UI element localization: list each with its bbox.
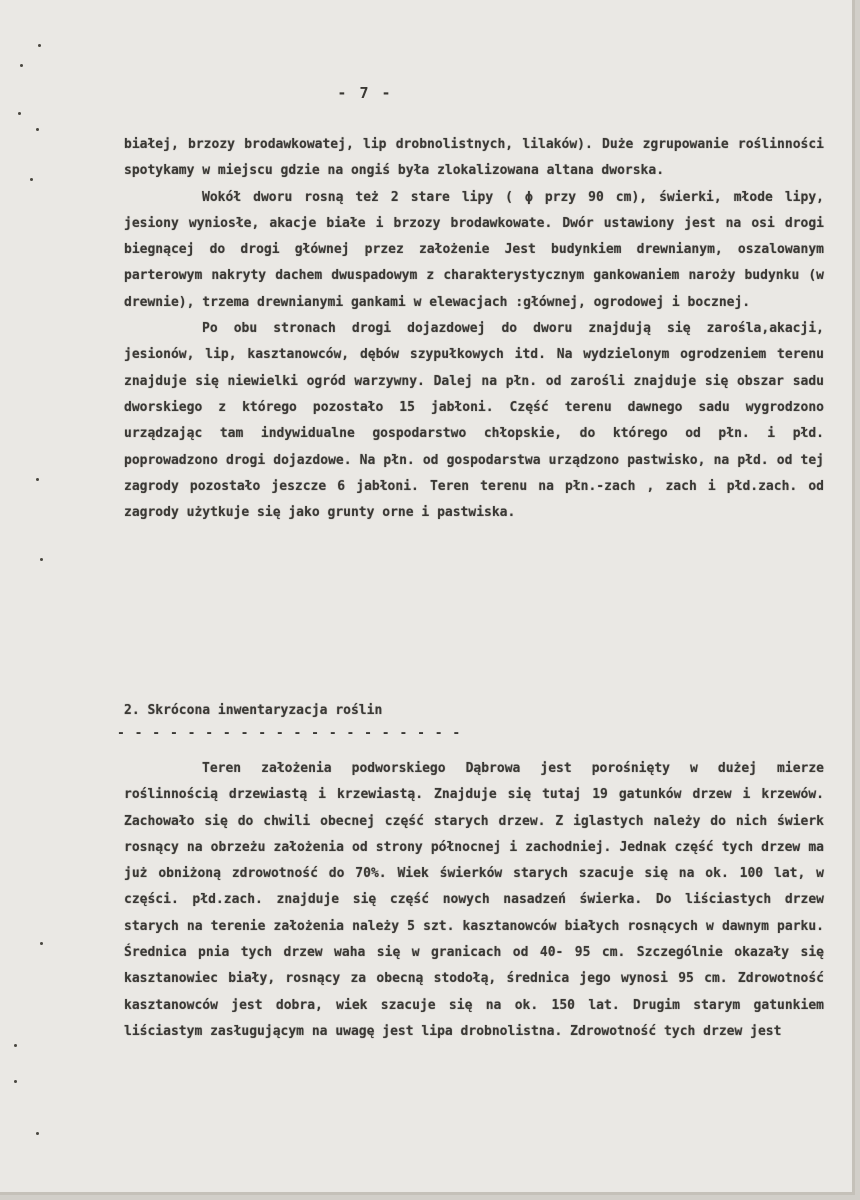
punch-hole-mark [38, 44, 41, 47]
punch-hole-mark [36, 1132, 39, 1135]
page-number: - 7 - [337, 84, 393, 102]
section-heading: 2. Skrócona inwentaryzacja roślin [124, 703, 383, 718]
body-text-bottom [124, 756, 824, 1045]
punch-hole-mark [40, 942, 43, 945]
section-heading-underline: - - - - - - - - - - - - - - - - - - - - [117, 726, 462, 741]
punch-hole-mark [36, 478, 39, 481]
punch-hole-mark [30, 178, 33, 181]
punch-hole-mark [20, 64, 23, 67]
body-text-top [124, 132, 824, 526]
paragraph: Wokół dworu rosną też 2 stare lipy ( ϕ przy 90 cm), świerki, młode lipy, jesiony wyniosłe, akacje białe i brzozy brodawkowate. Dwór ustawiony jest na osi drogi biegnącej do drogi głównej przez założenie Jest budynkiem drewnianym, oszalowanym parterowym nakryty dachem dwuspadowym z charakterystycznym gankowaniem naroży budynku (w drewnie), trzema drewnianymi gankami w elewacjach :głównej, ogrodowej i bocznej. [124, 189, 824, 310]
punch-hole-mark [14, 1080, 17, 1083]
paragraph: Teren założenia podworskiego Dąbrowa jest porośnięty w dużej mierze roślinnością drzewiastą i krzewiastą. Znajduje się tutaj 19 gatunków drzew i krzewów. Zachowało się do chwili obecnej część starych drzew. Z iglastych należy do nich świerk rosnący na obrzeżu założenia od strony północnej i zachodniej. Jednak część tych drzew ma już obniżoną zdrowotność do 70%. Wiek świerków starych szacuje się na ok. 100 lat, w części. płd.zach. znajduje się część nowych nasadzeń świerka. Do liściastych drzew starych na terenie założenia należy 5 szt. kasztanowców białych rosnących w dawnym parku. Średnica pnia tych drzew waha się w granicach od 40- 95 cm. Szczególnie okazały się kasztanowiec biały, rosnący za obecną stodołą, średnica jego wynosi 95 cm. Zdrowotność kasztanowców jest dobra, wiek szacuje się na ok. 150 lat. Drugim starym gatunkiem liściastym zasługującym na uwagę jest lipa drobnolistna. Zdrowotność tych drzew jest [124, 761, 824, 1039]
paragraph: Po obu stronach drogi dojazdowej do dworu znajdują się zarośla,akacji, jesionów, lip, kasztanowców, dębów szypułkowych itd. Na wydzielonym ogrodzeniem terenu znajduje się niewielki ogród warzywny. Dalej na płn. od zarośli znajduje się obszar sadu dworskiego z którego pozostało 15 jabłoni. Część terenu dawnego sadu wygrodzono urządzając tam indywidualne gospodarstwo chłopskie, do którego od płn. i płd. poprowadzono drogi dojazdowe. Na płn. od gospodarstwa urządzono pastwisko, na płd. od tej zagrody pozostało jeszcze 6 jabłoni. Teren terenu na płn.-zach , zach i płd.zach. od zagrody użytkuje się jako grunty orne i pastwiska. [124, 321, 824, 521]
punch-hole-mark [40, 558, 43, 561]
punch-hole-mark [36, 128, 39, 131]
paragraph: białej, brzozy brodawkowatej, lip drobnolistnych, lilaków). Duże zgrupowanie roślinności spotykamy w miejscu gdzie na ongiś była zlokalizowana altana dworska. [124, 137, 824, 179]
punch-hole-mark [18, 112, 21, 115]
punch-hole-mark [14, 1044, 17, 1047]
